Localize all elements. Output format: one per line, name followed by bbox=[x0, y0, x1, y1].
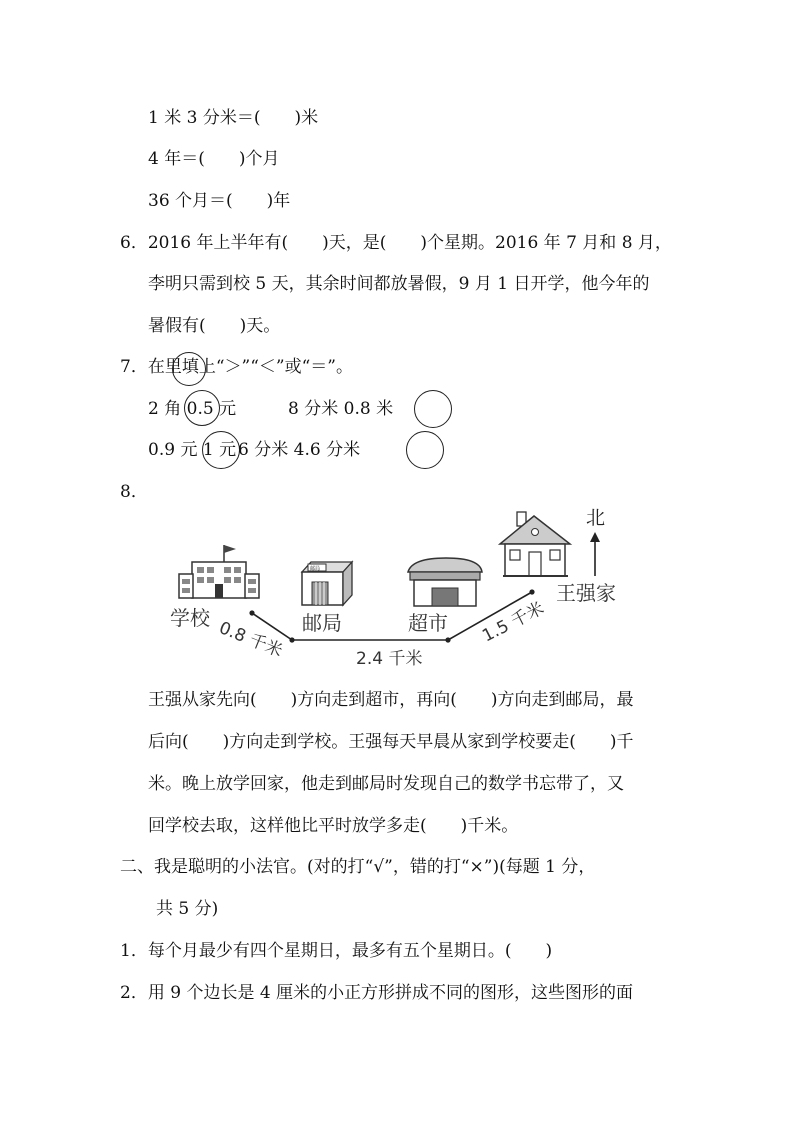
q8-number: 8． bbox=[120, 482, 148, 502]
supermarket-icon bbox=[408, 558, 482, 606]
section2-heading: 二、我是聪明的小法官。(对的打“√”，错的打“×”)(每题 1 分， bbox=[120, 857, 596, 877]
q6-line-1: 6．2016 年上半年有( )天，是( )个星期。2016 年 7 月和 8 月， bbox=[120, 233, 672, 253]
q7-row2-b: 6 分米 4.6 分米 bbox=[238, 440, 361, 460]
q8-line-4: 回学校去取，这样他比平时放学多走( )千米。 bbox=[148, 816, 519, 836]
section2-item-1: 1．每个月最少有四个星期日，最多有五个星期日。( ) bbox=[120, 941, 553, 961]
q5-line-3: 36 个月＝( )年 bbox=[148, 191, 291, 211]
q7-answer-circle-1[interactable] bbox=[184, 390, 220, 426]
route-point-school bbox=[249, 610, 254, 615]
distance-post-market: 2.4 千米 bbox=[356, 649, 423, 669]
q6-line-2: 李明只需到校 5 天，其余时间都放暑假，9 月 1 日开学，他今年的 bbox=[148, 274, 650, 294]
route-point-home bbox=[529, 589, 534, 594]
q7-row2-a: 0.9 元 1 元 bbox=[148, 440, 237, 460]
school-icon bbox=[179, 545, 259, 598]
q5-line-1: 1 米 3 分米＝( )米 bbox=[148, 108, 319, 128]
q7-title: 7．在里填上“＞”“＜”或“＝”。 bbox=[120, 357, 353, 377]
route-point-supermarket bbox=[445, 637, 450, 642]
section2-item-2: 2．用 9 个边长是 4 厘米的小正方形拼成不同的图形，这些图形的面 bbox=[120, 983, 634, 1003]
supermarket-label: 超市 bbox=[408, 611, 448, 635]
north-label: 北 bbox=[586, 507, 606, 529]
section2-heading-cont: 共 5 分) bbox=[156, 899, 219, 919]
post-office-label: 邮局 bbox=[302, 611, 342, 635]
q5-line-2: 4 年＝( )个月 bbox=[148, 149, 280, 169]
q7-answer-circle-3[interactable] bbox=[202, 431, 240, 469]
distance-market-home: 1.5 千米 bbox=[479, 598, 548, 647]
q8-line-1: 王强从家先向( )方向走到超市，再向( )方向走到邮局，最 bbox=[148, 690, 634, 710]
q8-line-2: 后向( )方向走到学校。王强每天早晨从家到学校要走( )千 bbox=[148, 732, 634, 752]
post-office-sign: 邮局 bbox=[310, 566, 321, 572]
q7-answer-circle-4[interactable] bbox=[406, 431, 444, 469]
home-icon bbox=[500, 512, 570, 576]
distance-school-post: 0.8 千米 bbox=[216, 618, 286, 662]
home-label: 王强家 bbox=[556, 581, 616, 605]
route-point-post-office bbox=[289, 637, 294, 642]
q7-row1-a: 2 角 0.5 元 bbox=[148, 399, 237, 419]
q7-row1-b: 8 分米 0.8 米 bbox=[288, 399, 394, 419]
q6-line-3: 暑假有( )天。 bbox=[148, 316, 281, 336]
q7-answer-circle-2[interactable] bbox=[414, 390, 452, 428]
q7-title-circle bbox=[172, 352, 206, 386]
route-map bbox=[0, 500, 794, 680]
north-arrow-head bbox=[590, 532, 600, 542]
school-label: 学校 bbox=[170, 606, 210, 630]
q8-line-3: 米。晚上放学回家，他走到邮局时发现自己的数学书忘带了，又 bbox=[148, 774, 624, 794]
